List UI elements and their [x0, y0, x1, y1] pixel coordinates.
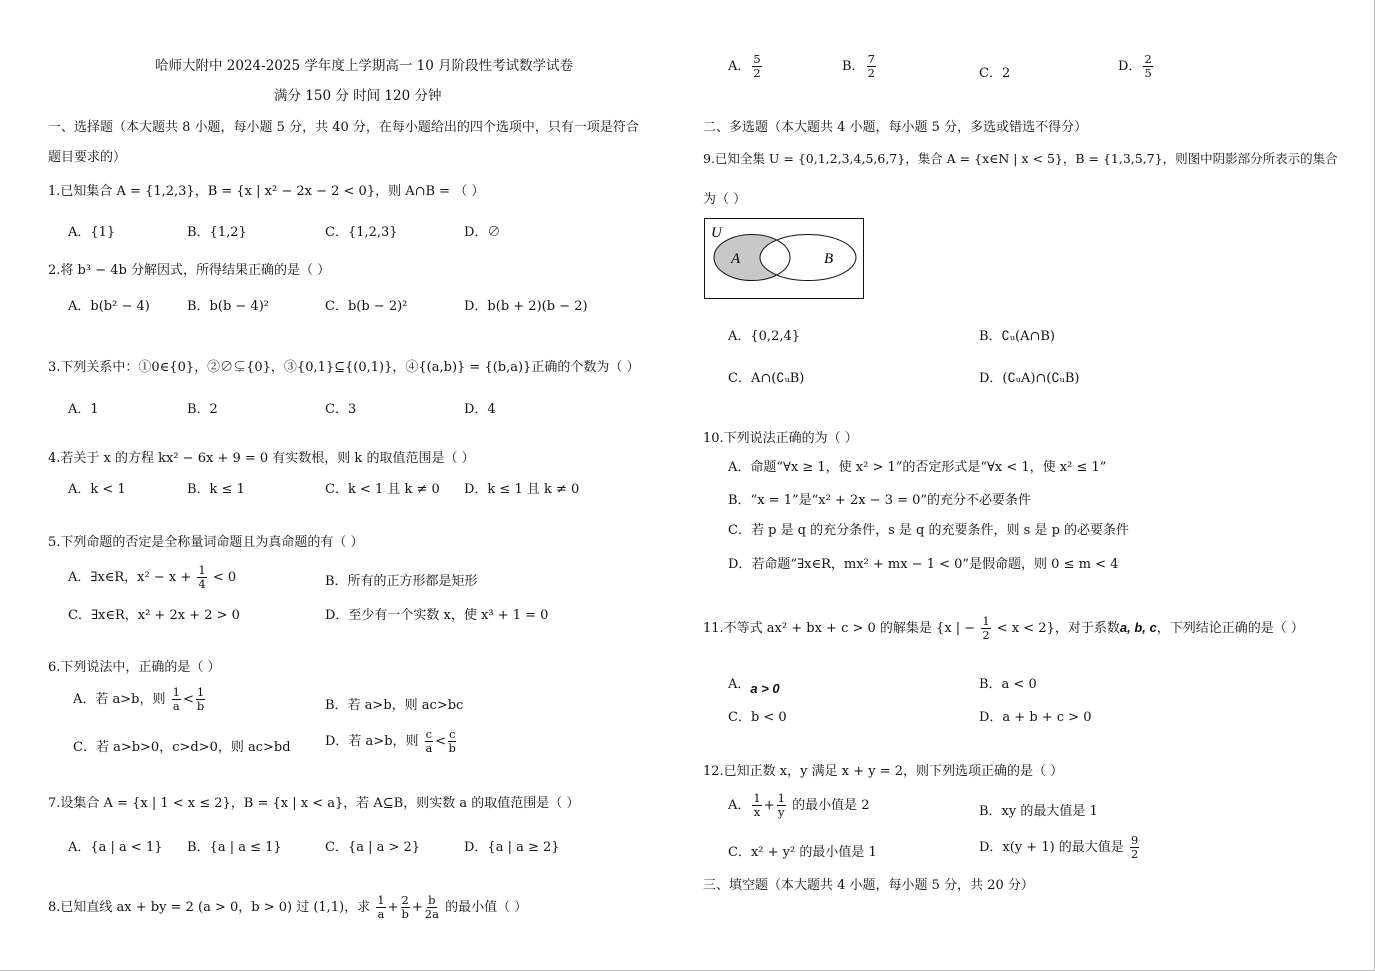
q10-option-b[interactable]: B．“x = 1”是“x² + 2x − 3 = 0”的充分不必要条件 — [728, 493, 1032, 508]
q9-option-c[interactable]: C．A∩(∁ᵤB) — [728, 371, 805, 386]
q6-a-frac2-den: b — [196, 699, 205, 713]
q11-stem-post: ，下列结论正确的是（ ） — [1156, 621, 1304, 636]
q12-a-frac1 — [752, 792, 761, 819]
q8-frac2 — [401, 894, 410, 921]
q8-op1: + — [387, 900, 399, 915]
q10-option-a[interactable]: A．命题“∀x ≥ 1，使 x² > 1”的否定形式是“∀x < 1，使 x² ≤ 1” — [728, 460, 1107, 475]
q12-option-a[interactable] — [728, 792, 870, 819]
q3-option-a[interactable]: A．1 — [68, 402, 99, 417]
q8-option-a-label: A． — [728, 59, 751, 74]
q8-a-frac-num: 5 — [753, 52, 761, 66]
q3-option-c[interactable]: C．3 — [325, 402, 357, 417]
q8-d-frac-num: 2 — [1144, 52, 1152, 66]
q7-option-c[interactable]: C．{a | a > 2} — [325, 840, 421, 855]
q5-frac-num: 1 — [198, 563, 206, 577]
exam-subtitle: 满分 150 分 时间 120 分钟 — [274, 88, 442, 104]
q8-a-frac — [752, 53, 761, 80]
q8-b-frac-den: 2 — [867, 66, 875, 80]
q6-d-frac1 — [425, 728, 433, 755]
q6-option-c[interactable]: C．若 a>b>0，c>d>0，则 ac>bd — [73, 740, 291, 755]
q6-option-d[interactable] — [325, 728, 458, 755]
q12-a-frac2 — [777, 792, 786, 819]
q11-option-a[interactable] — [728, 673, 780, 696]
q9-option-d[interactable]: D．(∁ᵤA)∩(∁ᵤB) — [979, 371, 1080, 386]
q11-option-c[interactable]: C．b < 0 — [728, 710, 787, 725]
q6-a-frac2 — [196, 686, 205, 713]
q2-option-b[interactable]: B．b(b − 4)² — [187, 299, 269, 314]
q8-a-frac-den: 2 — [753, 66, 761, 80]
q8-frac3 — [425, 894, 439, 921]
q11-option-a-label: A． — [728, 677, 751, 692]
q1-stem: 1.已知集合 A = {1,2,3}，B = {x | x² − 2x − 2 < 0}，则 A∩B = （ ） — [48, 184, 485, 199]
q11-stem — [703, 615, 1304, 642]
q8-option-d-label: D． — [1118, 59, 1142, 74]
q12-stem: 12.已知正数 x，y 满足 x + y = 2，则下列选项正确的是（ ） — [703, 764, 1064, 779]
q6-a-frac1 — [172, 686, 181, 713]
q6-d-lt: < — [435, 734, 447, 749]
section3-heading: 三、填空题（本大题共 4 小题，每小题 5 分，共 20 分） — [703, 878, 1034, 893]
q12-d-frac-den: 2 — [1130, 847, 1139, 861]
q3-stem: 3.下列关系中：①0∈{0}，②∅⊊{0}，③{0,1}⊆{(0,1)}，④{(a,b)} = {(b,a)}正确的个数为（ ） — [48, 360, 640, 375]
q8-option-d[interactable] — [1118, 53, 1155, 80]
q11-option-d[interactable]: D．a + b + c > 0 — [979, 710, 1092, 725]
q11-option-a-value: a > 0 — [750, 681, 780, 696]
q8-frac1-den: a — [377, 907, 385, 921]
q2-option-d[interactable]: D．b(b + 2)(b − 2) — [464, 299, 588, 314]
q2-option-c[interactable]: C．b(b − 2)² — [325, 299, 408, 314]
q4-stem: 4.若关于 x 的方程 kx² − 6x + 9 = 0 有实数根，则 k 的取值范围是（ ） — [48, 451, 475, 466]
q12-d-frac — [1130, 834, 1139, 861]
q5-stem: 5.下列命题的否定是全称量词命题且为真命题的有（ ） — [48, 535, 364, 550]
q3-option-b[interactable]: B．2 — [187, 402, 218, 417]
q12-a-frac1-num: 1 — [753, 791, 761, 805]
q11-stem-pre: 11.不等式 ax² + bx + c > 0 的解集是 {x | − — [703, 621, 980, 636]
q7-option-b[interactable]: B．{a | a ≤ 1} — [187, 840, 282, 855]
q5-frac-den: 4 — [198, 577, 206, 591]
q4-option-c[interactable]: C．k < 1 且 k ≠ 0 — [325, 482, 440, 497]
q7-stem: 7.设集合 A = {x | 1 < x ≤ 2}，B = {x | x < a}，若 A⊆B，则实数 a 的取值范围是（ ） — [48, 796, 580, 811]
venn-label-b: B — [824, 251, 834, 267]
q12-a-frac2-den: y — [778, 805, 785, 819]
q4-option-a[interactable]: A．k < 1 — [68, 482, 126, 497]
q1-option-c[interactable]: C．{1,2,3} — [325, 225, 398, 240]
q6-a-lt: < — [182, 692, 194, 707]
section1-heading-cont: 题目要求的） — [48, 150, 127, 165]
q6-option-b[interactable]: B．若 a>b，则 ac>bc — [325, 698, 464, 713]
q8-frac1-num: 1 — [377, 893, 385, 907]
q6-d-frac1-den: a — [425, 741, 433, 755]
section1-heading: 一、选择题（本大题共 8 小题，每小题 5 分，共 40 分，在每小题给出的四个选项中，只有一项是符合 — [48, 120, 639, 135]
venn-diagram — [704, 218, 864, 299]
q12-option-a-post: 的最小值是 2 — [787, 798, 870, 813]
q8-option-c[interactable]: C．2 — [979, 66, 1011, 81]
q12-option-c[interactable]: C．x² + y² 的最小值是 1 — [728, 845, 877, 860]
q3-option-d[interactable]: D．4 — [464, 402, 496, 417]
q8-b-frac — [867, 53, 876, 80]
section2-heading: 二、多选题（本大题共 4 小题，每小题 5 分，多选或错选不得分） — [703, 120, 1088, 135]
q6-a-frac1-den: a — [172, 699, 180, 713]
q7-option-d[interactable]: D．{a | a ≥ 2} — [464, 840, 560, 855]
q8-frac2-den: b — [401, 907, 409, 921]
q6-d-frac2-den: b — [448, 741, 456, 755]
q11-fraction — [981, 615, 990, 642]
q8-op2: + — [411, 900, 423, 915]
q8-b-frac-num: 7 — [867, 52, 875, 66]
q8-frac3-num: b — [428, 893, 436, 907]
q6-option-d-pre: D．若 a>b，则 — [325, 734, 423, 749]
q8-frac3-den: 2a — [424, 907, 439, 921]
q6-option-a[interactable] — [73, 686, 207, 713]
q11-frac-den: 2 — [982, 628, 990, 642]
q10-option-d[interactable]: D．若命题“∃x∈R，mx² + mx − 1 < 0”是假命题，则 0 ≤ m < 4 — [728, 557, 1119, 572]
q5-option-c[interactable]: C．∃x∈R，x² + 2x + 2 > 0 — [68, 608, 240, 623]
q10-stem: 10.下列说法正确的为（ ） — [703, 431, 858, 446]
q1-option-b[interactable]: B．{1,2} — [187, 225, 247, 240]
q6-d-frac1-num: c — [425, 727, 433, 741]
q5-option-a-post: < 0 — [208, 570, 237, 585]
q12-option-b[interactable]: B．xy 的最大值是 1 — [979, 804, 1098, 819]
q7-option-a[interactable]: A．{a | a < 1} — [68, 840, 163, 855]
q6-option-a-pre: A．若 a>b，则 — [73, 692, 170, 707]
q8-d-frac-den: 5 — [1144, 66, 1152, 80]
venn-label-u: U — [711, 225, 722, 241]
q8-option-a[interactable] — [728, 53, 764, 80]
q9-stem: 9.已知全集 U = {0,1,2,3,4,5,6,7}，集合 A = {x∈N | x < 5}，B = {1,3,5,7}，则图中阴影部分所表示的集合 — [703, 151, 1338, 166]
q4-option-b[interactable]: B．k ≤ 1 — [187, 482, 245, 497]
q2-stem: 2.将 b³ − 4b 分解因式，所得结果正确的是（ ） — [48, 263, 331, 278]
q12-d-frac-num: 9 — [1130, 833, 1139, 847]
q12-option-d[interactable] — [979, 834, 1141, 861]
q6-stem: 6.下列说法中，正确的是（ ） — [48, 660, 221, 675]
q8-stem-post: 的最小值（ ） — [440, 900, 528, 915]
q12-option-d-pre: D．x(y + 1) 的最大值是 — [979, 840, 1128, 855]
q8-option-b-label: B． — [842, 59, 865, 74]
q5-fraction — [197, 564, 206, 591]
q6-d-frac2 — [448, 728, 456, 755]
q5-option-b[interactable]: B．所有的正方形都是矩形 — [325, 574, 478, 589]
q6-a-frac1-num: 1 — [172, 685, 180, 699]
q6-a-frac2-num: 1 — [196, 685, 205, 699]
q1-option-d[interactable]: D．∅ — [464, 225, 501, 240]
venn-label-a: A — [731, 251, 741, 267]
q8-d-frac — [1143, 53, 1152, 80]
q6-d-frac2-num: c — [449, 727, 456, 741]
q8-frac2-num: 2 — [401, 893, 409, 907]
q12-a-op: + — [763, 798, 775, 813]
q8-stem-pre: 8.已知直线 ax + by = 2 (a > 0，b > 0) 过 (1,1)，求 — [48, 900, 375, 915]
q1-option-a[interactable]: A．{1} — [68, 225, 116, 240]
exam-title: 哈师大附中 2024-2025 学年度上学期高一 10 月阶段性考试数学试卷 — [155, 58, 574, 74]
q11-stem-mid: < x < 2}，对于系数 — [992, 621, 1120, 636]
q4-option-d[interactable]: D．k ≤ 1 且 k ≠ 0 — [464, 482, 580, 497]
q5-option-a[interactable] — [68, 564, 236, 591]
q12-a-frac2-num: 1 — [777, 791, 785, 805]
q5-option-a-pre: A．∃x∈R，x² − x + — [68, 570, 196, 585]
q12-option-a-label: A． — [728, 798, 751, 813]
q11-option-b[interactable]: B．a < 0 — [979, 677, 1037, 692]
q9-option-b[interactable]: B．∁ᵤ(A∩B) — [979, 329, 1055, 344]
q12-a-frac1-den: x — [753, 805, 761, 819]
q10-option-c[interactable]: C．若 p 是 q 的充分条件，s 是 q 的充要条件，则 s 是 p 的必要条件 — [728, 523, 1130, 538]
q8-frac1 — [376, 894, 385, 921]
q11-coefficients: a, b, c — [1119, 620, 1157, 635]
q8-stem — [48, 894, 527, 921]
q9-option-a[interactable]: A．{0,2,4} — [728, 329, 801, 344]
q9-stem-cont: 为（ ） — [703, 192, 747, 207]
q8-option-b[interactable] — [842, 53, 878, 80]
q2-option-a[interactable]: A．b(b² − 4) — [68, 299, 150, 314]
q11-frac-num: 1 — [982, 614, 990, 628]
q5-option-d[interactable]: D．至少有一个实数 x，使 x³ + 1 = 0 — [325, 608, 549, 623]
